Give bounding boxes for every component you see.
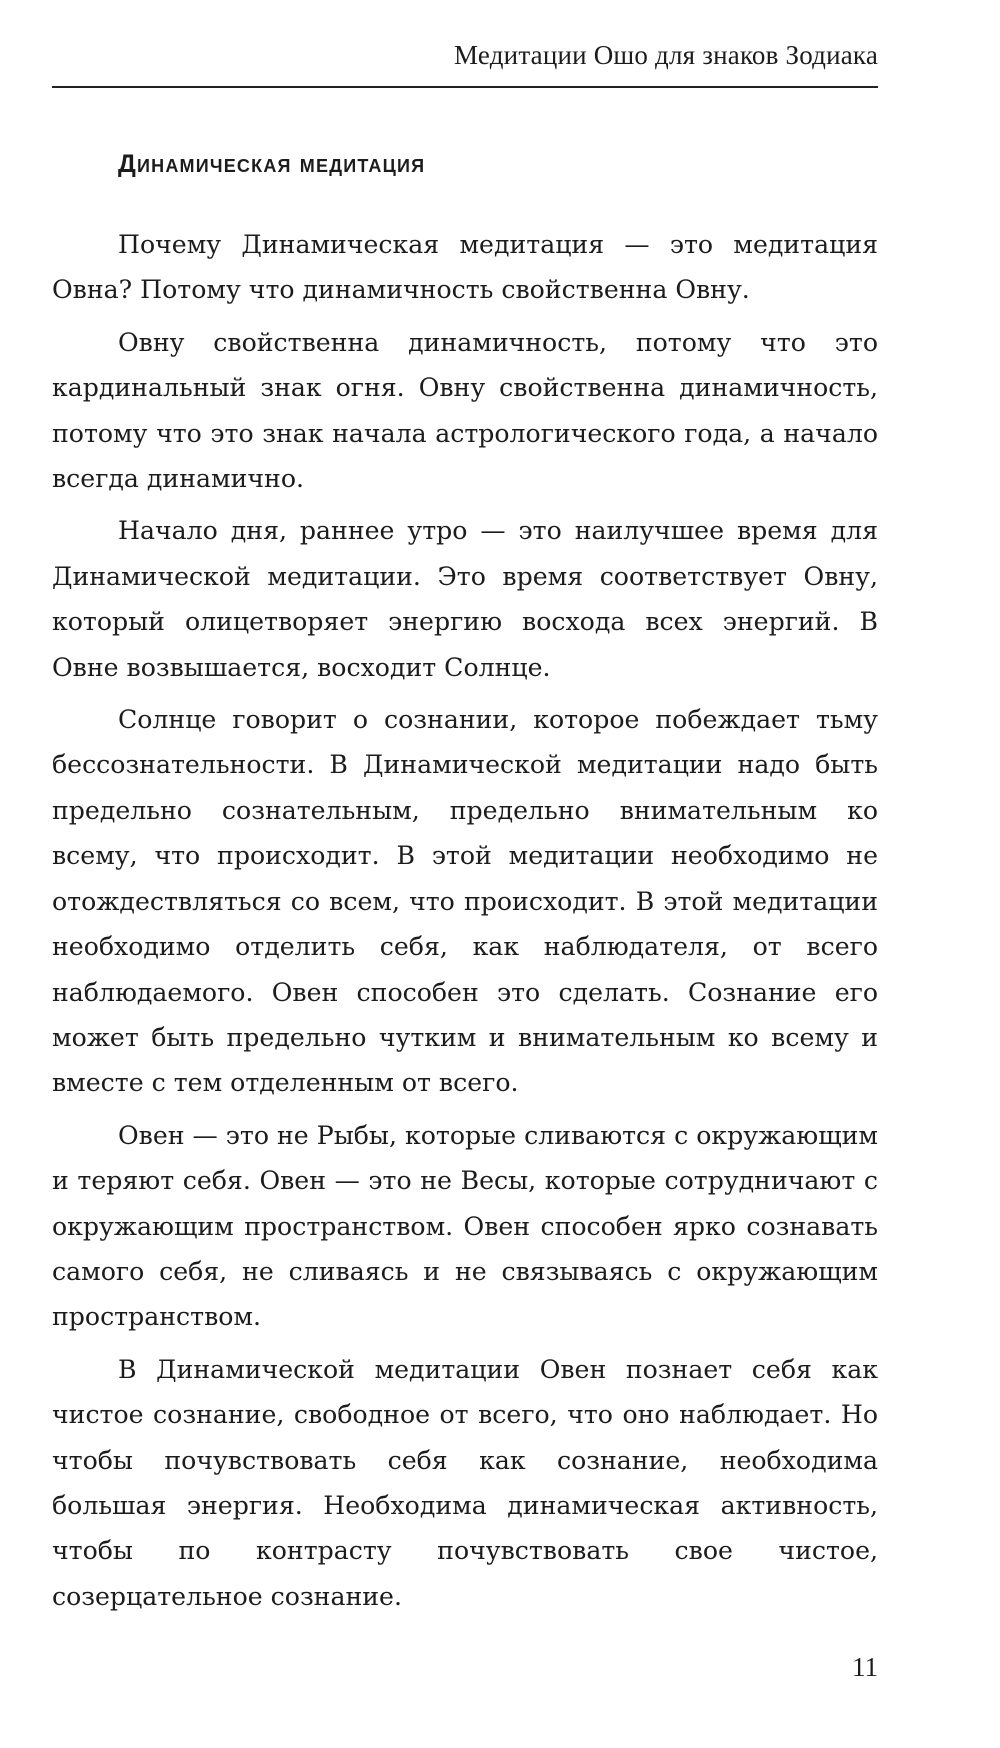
paragraph: Овну свойственна динамичность, потому что это кардинальный знак огня. Овну свойственна динамичность, потому что это знак начала астрологического года, а начало всегда динамично. <box>52 327 878 494</box>
section-heading: Динамическая медитация <box>118 150 426 178</box>
paragraph: Солнце говорит о сознании, которое побеждает тьму бессознательности. В Динамической медитации надо быть предельно сознательным, предельно внимательным ко всему, что происходит. В этой медитации необходимо не отождествляться со всем, что происходит. В этой медитации необходимо отделить себя, как наблюдателя, от всего наблюдаемого. Овен способен это сделать. Сознание его может быть предельно чутким и внимательным ко всему и вместе с тем отделенным от всего. <box>52 705 878 1098</box>
paragraph: Овен — это не Рыбы, которые сливаются с окружающим и теряют себя. Овен — это не Весы, которые сотрудничают с окружающим пространством. Овен способен ярко сознавать самого себя, не сливаясь и не связываясь с окружающим пространством. <box>52 1120 878 1332</box>
running-header <box>52 30 878 88</box>
running-title: Медитации Ошо для знаков Зодиака <box>454 40 878 70</box>
page-number: 11 <box>852 1652 878 1682</box>
paragraph: Почему Динамическая медитация — это медитация Овна? Потому что динамичность свойственна Овну. <box>52 230 878 305</box>
paragraph: Начало дня, раннее утро — это наилучшее время для Динамической медитации. Это время соответствует Овну, который олицетворяет энергию восхода всех энергий. В Овне возвышается, восходит Солнце. <box>52 516 878 682</box>
body-text <box>52 222 878 1626</box>
paragraph: В Динамической медитации Овен познает себя как чистое сознание, свободное от всего, что оно наблюдает. Но чтобы почувствовать себя как сознание, необходима большая энергия. Необходима динамическая активность, чтобы по контрасту почувствовать свое чистое, созерцательное сознание. <box>52 1354 878 1611</box>
